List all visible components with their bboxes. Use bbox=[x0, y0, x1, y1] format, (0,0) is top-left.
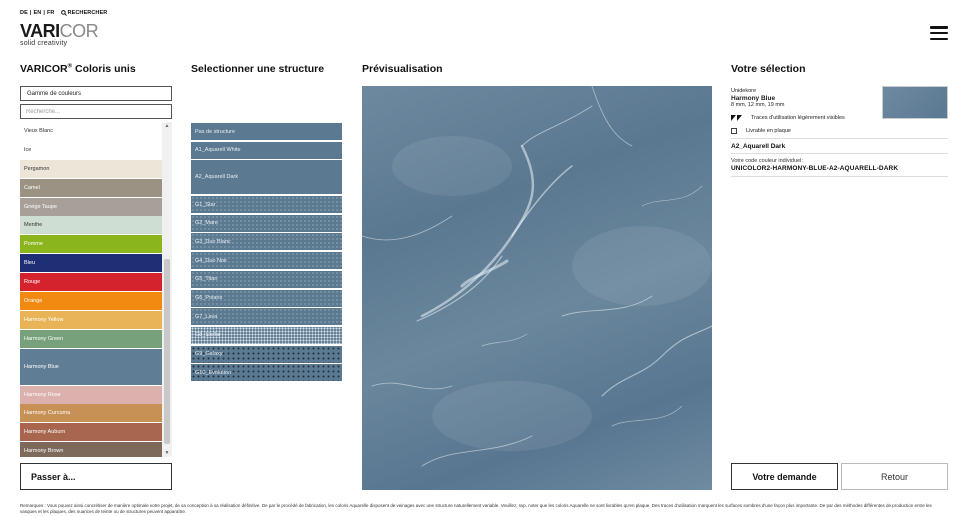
logo-tagline: solid creativity bbox=[20, 40, 68, 47]
structure-item-label: G8_Stellar bbox=[195, 332, 221, 339]
structure-item-label: G4_Duo Noir bbox=[195, 257, 228, 264]
structure-item-label: A1_Aquarell White bbox=[195, 147, 241, 154]
color-code: UNICOLOR2-HARMONY-BLUE-A2-AQUARELL-DARK bbox=[731, 165, 899, 172]
selection-info bbox=[731, 88, 784, 109]
color-item[interactable] bbox=[20, 442, 162, 457]
color-item[interactable] bbox=[20, 235, 162, 253]
wear-note: Traces d'utilisation légèrement visibles bbox=[751, 115, 845, 121]
color-search-input[interactable] bbox=[20, 104, 172, 119]
color-item-label: Rouge bbox=[24, 279, 41, 286]
search-label: RECHERCHER bbox=[67, 10, 108, 16]
structure-item-label: Pas de structure bbox=[195, 128, 236, 135]
color-item-label: Harmony Green bbox=[24, 335, 64, 342]
color-item[interactable] bbox=[20, 423, 162, 441]
structure-item-label: G2_Mare bbox=[195, 220, 218, 227]
colors-title-suffix: Coloris unis bbox=[72, 63, 136, 75]
color-item[interactable] bbox=[20, 254, 162, 272]
structure-item-label: G5_Titan bbox=[195, 276, 218, 283]
structure-item[interactable] bbox=[191, 215, 342, 232]
logo[interactable] bbox=[20, 22, 98, 47]
back-button[interactable]: Retour bbox=[841, 463, 948, 490]
menu-icon[interactable] bbox=[930, 26, 948, 40]
structure-item-label: G1_Star bbox=[195, 201, 216, 208]
preview-image bbox=[362, 86, 712, 490]
color-item[interactable] bbox=[20, 330, 162, 348]
structure-item-label: G9_Galaxy bbox=[195, 351, 223, 358]
selection-title: Votre sélection bbox=[731, 63, 806, 75]
color-item[interactable] bbox=[20, 160, 162, 178]
structure-item[interactable] bbox=[191, 196, 342, 213]
lang-en[interactable]: EN bbox=[33, 10, 42, 16]
language-switcher bbox=[20, 10, 55, 16]
divider bbox=[731, 153, 948, 154]
scrollbar-thumb[interactable] bbox=[164, 259, 170, 444]
color-item-label: Menthe bbox=[24, 222, 43, 229]
structure-list bbox=[191, 123, 342, 383]
wear-note-row bbox=[731, 115, 845, 121]
sheet-note-row bbox=[731, 128, 791, 134]
lang-divider: | bbox=[29, 10, 32, 16]
sheet-note: Livrable en plaque bbox=[746, 128, 791, 134]
color-item[interactable] bbox=[20, 179, 162, 197]
structure-item[interactable] bbox=[191, 160, 342, 194]
scroll-down-icon[interactable]: ▼ bbox=[164, 450, 170, 456]
search-icon bbox=[61, 10, 67, 16]
color-item[interactable] bbox=[20, 404, 162, 422]
structure-item-label: A2_Aquarell Dark bbox=[195, 174, 239, 181]
code-label: Votre code couleur individuel: bbox=[731, 158, 803, 164]
color-item[interactable] bbox=[20, 198, 162, 216]
color-item-label: Vieux Blanc bbox=[24, 128, 53, 134]
colors-title-brand: VARICOR bbox=[20, 63, 68, 75]
selection-thumbnail bbox=[882, 86, 948, 119]
structure-item[interactable] bbox=[191, 233, 342, 250]
color-item-label: Camel bbox=[24, 184, 40, 191]
structure-item[interactable] bbox=[191, 142, 342, 159]
color-range-select[interactable]: Gamme de couleurs bbox=[20, 86, 172, 101]
goto-button[interactable]: Passer à... bbox=[20, 463, 172, 490]
color-list-scrollbar[interactable] bbox=[162, 122, 172, 457]
request-button[interactable]: Votre demande bbox=[731, 463, 838, 490]
lang-divider: | bbox=[43, 10, 45, 16]
color-item-label: Pergamon bbox=[24, 165, 50, 172]
color-item[interactable] bbox=[20, 311, 162, 329]
color-item-label: Harmony Rose bbox=[24, 391, 61, 398]
registered-mark: ® bbox=[67, 63, 73, 70]
structure-item-label: G7_Lava bbox=[195, 313, 218, 320]
structure-item[interactable] bbox=[191, 364, 342, 381]
color-item-label: Greige Taupe bbox=[24, 203, 57, 210]
divider bbox=[731, 138, 948, 139]
color-item[interactable] bbox=[20, 273, 162, 291]
color-item-label: Harmony Curcuma bbox=[24, 410, 71, 417]
selection-structure-name: A2_Aquarell Dark bbox=[731, 143, 786, 150]
structure-item[interactable] bbox=[191, 271, 342, 288]
colors-title bbox=[20, 63, 136, 75]
structure-item[interactable] bbox=[191, 327, 342, 344]
color-item[interactable] bbox=[20, 349, 162, 385]
color-item[interactable] bbox=[20, 141, 162, 159]
color-item-label: Ice bbox=[24, 146, 32, 153]
marble-texture-image bbox=[362, 86, 712, 490]
color-item[interactable] bbox=[20, 122, 162, 140]
lang-de[interactable]: DE bbox=[20, 10, 28, 16]
selection-color-name: Harmony Blue bbox=[731, 95, 776, 102]
selection-category: Unidekore bbox=[731, 88, 757, 94]
structure-item-label: G6_Polaris bbox=[195, 295, 223, 301]
structure-item[interactable] bbox=[191, 308, 342, 325]
color-item-label: Pomme bbox=[24, 241, 43, 248]
structure-item-label: G3_Duo Blanc bbox=[195, 238, 231, 245]
remarks-text: Remarques : Vous pouvez ainsi concrétiser de manière optimale votre projet, de sa conception à sa réalisation définitive. De par le procédé de fabrication, les coloris Aquarelle disposent de veinages avec une structure naturellement variable. Veuillez, svp, noter que les coloris Aquarelle ne sont livrables qu'en plaque. Des traces d'utilisation marquent les surfaces sombres d'une façon plus importante. De par des méthodes différentes de production entre les vasques et les plaques, des nuances de teinte ou de structures peuvent apparaître. bbox=[20, 503, 932, 514]
structure-item[interactable] bbox=[191, 252, 342, 269]
scroll-up-icon[interactable]: ▲ bbox=[164, 123, 170, 129]
divider bbox=[731, 176, 948, 177]
color-item-label: Harmony Auburn bbox=[24, 429, 66, 436]
structure-item[interactable] bbox=[191, 123, 342, 140]
color-list bbox=[20, 122, 172, 457]
structure-item[interactable] bbox=[191, 290, 342, 307]
color-item-label: Harmony Blue bbox=[24, 363, 59, 370]
color-item-label: Harmony Yellow bbox=[24, 316, 64, 323]
logo-text-accent: COR bbox=[59, 21, 99, 41]
color-item[interactable] bbox=[20, 386, 162, 404]
color-item-label: Orange bbox=[24, 298, 43, 305]
sheet-icon bbox=[731, 128, 738, 134]
structures-title: Selectionner une structure bbox=[191, 63, 325, 75]
selection-thicknesses: 8 mm, 12 mm, 19 mm bbox=[731, 102, 785, 108]
logo-text-main: VARI bbox=[20, 21, 60, 41]
preview-title: Prévisualisation bbox=[362, 63, 443, 75]
wear-traces-icon bbox=[731, 115, 743, 121]
color-item[interactable] bbox=[20, 216, 162, 234]
structure-item-label: G10_Evolution bbox=[195, 369, 232, 376]
search-link[interactable] bbox=[61, 10, 108, 16]
color-item-label: Harmony Brown bbox=[24, 448, 64, 455]
color-item-label: Bleu bbox=[24, 260, 36, 267]
language-bar bbox=[20, 10, 107, 16]
lang-fr[interactable]: FR bbox=[46, 10, 55, 16]
structure-item[interactable] bbox=[191, 346, 342, 363]
color-item[interactable] bbox=[20, 292, 162, 310]
